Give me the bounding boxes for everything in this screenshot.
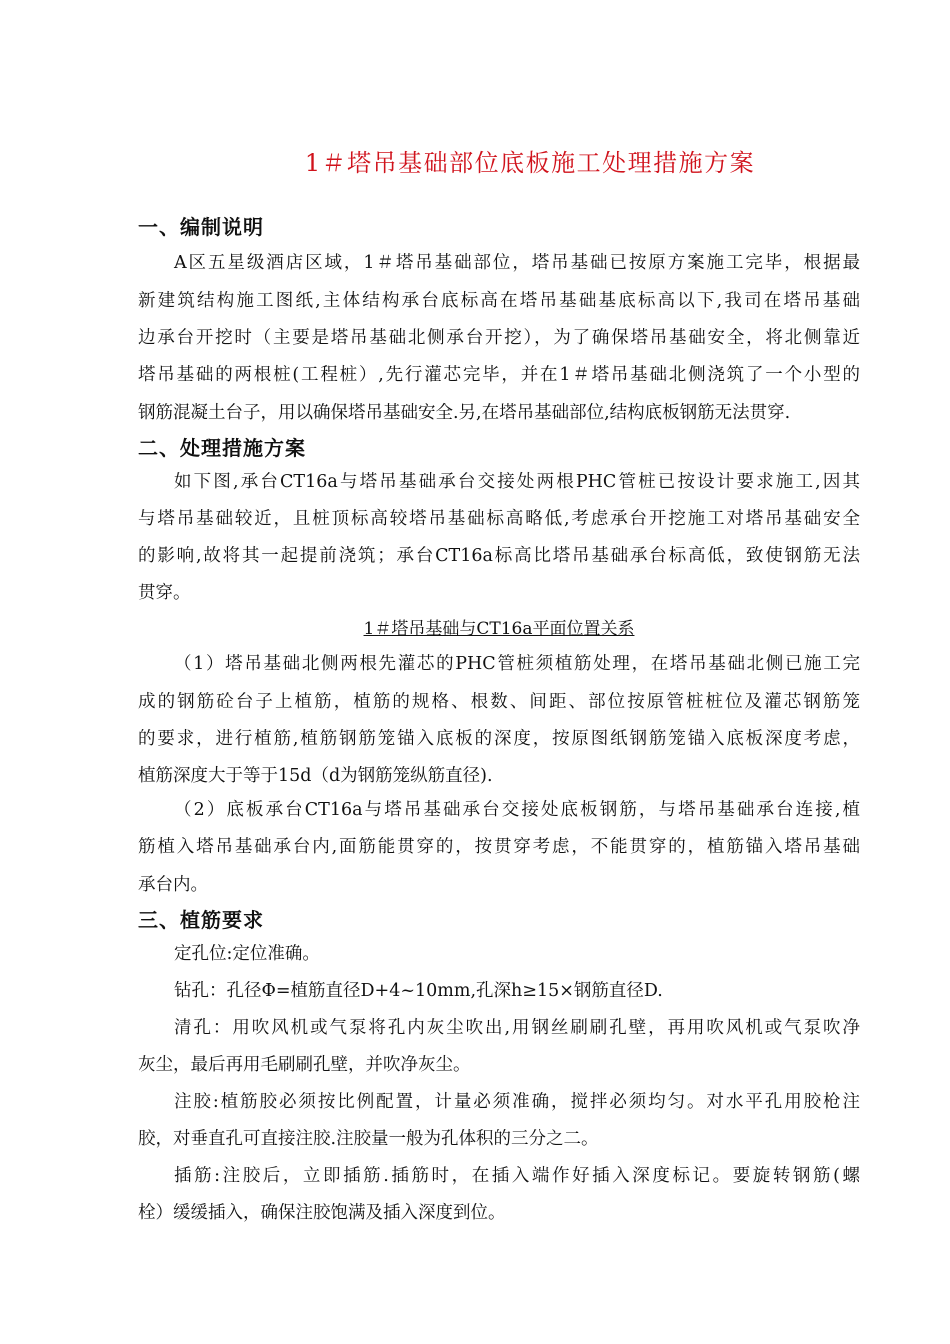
paragraph-line: 植筋深度大于等于15d（d为钢筋笼纵筋直径). bbox=[138, 766, 493, 786]
paragraph-line: 灰尘，最后再用毛刷刷孔壁，并吹净灰尘。 bbox=[138, 1055, 471, 1075]
section-heading-3: 三、植筋要求 bbox=[138, 908, 264, 932]
paragraph-line: （1）塔吊基础北侧两根先灌芯的PHC管桩须植筋处理，在塔吊基础北侧已施工完 bbox=[174, 654, 860, 674]
section-heading-1: 一、编制说明 bbox=[138, 215, 264, 239]
paragraph-line: 贯穿。 bbox=[138, 583, 191, 603]
paragraph-line: 塔吊基础的两根桩(工程桩）,先行灌芯完毕，并在1＃塔吊基础北侧浇筑了一个小型的 bbox=[138, 365, 860, 385]
paragraph-line: 插筋:注胶后，立即插筋.插筋时，在插入端作好插入深度标记。要旋转钢筋(螺 bbox=[174, 1166, 860, 1186]
paragraph-line: A区五星级酒店区域，1＃塔吊基础部位，塔吊基础已按原方案施工完毕，根据最 bbox=[174, 253, 860, 273]
paragraph-line: 的影响,故将其一起提前浇筑；承台CT16a标高比塔吊基础承台标高低，致使钢筋无法 bbox=[138, 546, 860, 566]
paragraph-line: 注胶:植筋胶必须按比例配置，计量必须准确，搅拌必须均匀。对水平孔用胶枪注 bbox=[174, 1092, 860, 1112]
paragraph-line: 栓）缓缓插入，确保注胶饱满及插入深度到位。 bbox=[138, 1203, 506, 1223]
paragraph-line: 胶，对垂直孔可直接注胶.注胶量一般为孔体积的三分之二。 bbox=[138, 1129, 599, 1149]
paragraph-line: 定孔位:定位准确。 bbox=[174, 944, 320, 964]
paragraph-line: 成的钢筋砼台子上植筋，植筋的规格、根数、间距、部位按原管桩桩位及灌芯钢筋笼 bbox=[138, 692, 860, 712]
paragraph-line: 清孔：用吹风机或气泵将孔内灰尘吹出,用钢丝刷刷孔壁，再用吹风机或气泵吹净 bbox=[174, 1018, 860, 1038]
paragraph-line: 承台内。 bbox=[138, 875, 208, 895]
paragraph-line: 与塔吊基础较近，且桩顶标高较塔吊基础标高略低,考虑承台开挖施工对塔吊基础安全 bbox=[138, 509, 860, 529]
figure-caption: 1＃塔吊基础与CT16a平面位置关系 bbox=[363, 619, 635, 639]
document-title: 1＃塔吊基础部位底板施工处理措施方案 bbox=[304, 149, 756, 177]
paragraph-line: 筋植入塔吊基础承台内,面筋能贯穿的，按贯穿考虑，不能贯穿的，植筋锚入塔吊基础 bbox=[138, 837, 860, 857]
paragraph-line: 新建筑结构施工图纸,主体结构承台底标高在塔吊基础基底标高以下,我司在塔吊基础 bbox=[138, 291, 860, 311]
paragraph-line: 钢筋混凝土台子，用以确保塔吊基础安全.另,在塔吊基础部位,结构底板钢筋无法贯穿. bbox=[138, 403, 791, 423]
paragraph-line: 钻孔：孔径Φ=植筋直径D+4~10mm,孔深h≥15×钢筋直径D. bbox=[174, 981, 663, 1001]
paragraph-line: 边承台开挖时（主要是塔吊基础北侧承台开挖），为了确保塔吊基础安全，将北侧靠近 bbox=[138, 328, 860, 348]
paragraph-line: 的要求，进行植筋,植筋钢筋笼锚入底板的深度，按原图纸钢筋笼锚入底板深度考虑， bbox=[138, 729, 860, 749]
paragraph-line: 如下图,承台CT16a与塔吊基础承台交接处两根PHC管桩已按设计要求施工,因其 bbox=[174, 472, 860, 492]
section-heading-2: 二、处理措施方案 bbox=[138, 436, 306, 460]
paragraph-line: （2）底板承台CT16a与塔吊基础承台交接处底板钢筋，与塔吊基础承台连接,植 bbox=[174, 800, 860, 820]
